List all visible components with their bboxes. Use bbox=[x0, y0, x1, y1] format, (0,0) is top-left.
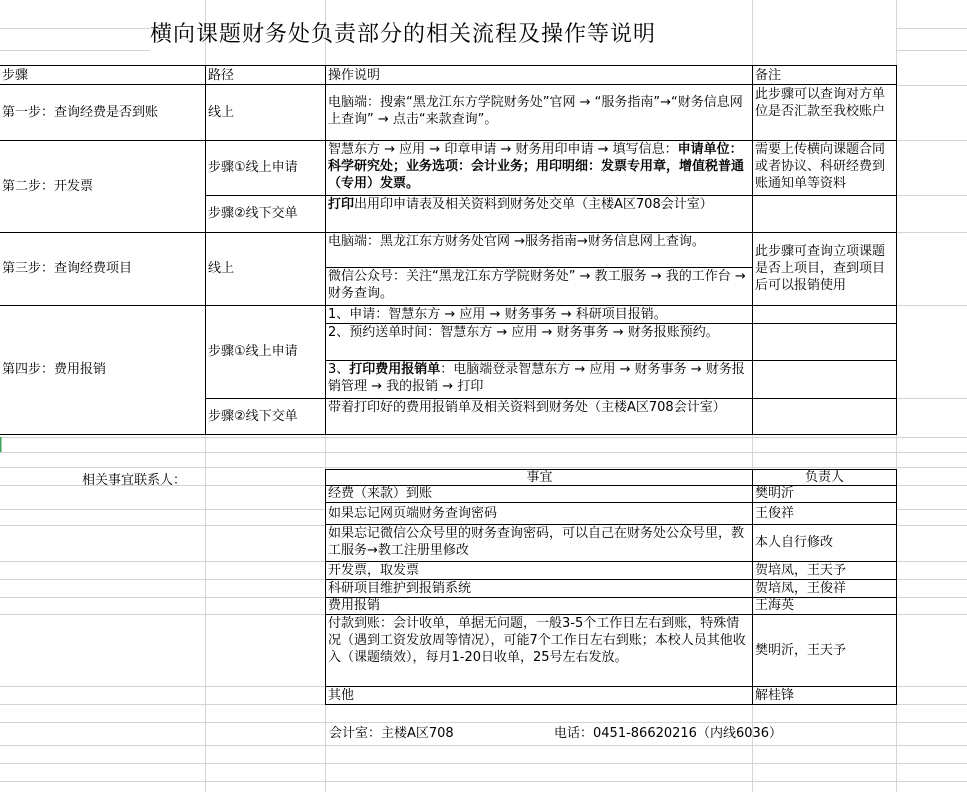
step3-desc2: 微信公众号：关注“黑龙江东方学院财务处” → 教工服务 → 我的工作台 → 财务查询。 bbox=[325, 267, 753, 306]
contact-item: 如果忘记微信公众号里的财务查询密码，可以自己在财务处公众号里，教工服务→教工注册里修改 bbox=[325, 524, 753, 562]
footer-phone: 电话：0451-86620216（内线6036） bbox=[554, 726, 783, 741]
contact-person: 解桂锋 bbox=[752, 686, 897, 705]
contact-person: 贺培凤，王天予 bbox=[752, 561, 897, 580]
contact-person: 本人自行修改 bbox=[752, 524, 897, 562]
contacts-label: 相关事宜联系人： bbox=[82, 473, 187, 488]
step4-label: 第四步：费用报销 bbox=[0, 305, 206, 435]
step4-route2: 步骤②线下交单 bbox=[205, 398, 326, 435]
step1-note: 此步骤可以查询对方单位是否汇款至我校账户 bbox=[752, 85, 897, 141]
step4-desc3-plain: ：电脑端登录智慧东方 → 应用 → 财务事务 → 财务报销管理 → 我的报销 → 打印 bbox=[328, 362, 745, 394]
step2-route2: 步骤②线下交单 bbox=[205, 195, 326, 233]
contact-item: 经费（来款）到账 bbox=[325, 485, 753, 503]
step4-note1-empty bbox=[752, 305, 897, 324]
step2-label: 第二步：开发票 bbox=[0, 140, 206, 233]
step3-desc1: 电脑端：黑龙江东方财务处官网 →服务指南→财务信息网上查询。 bbox=[325, 232, 753, 268]
contact-item: 如果忘记网页端财务查询密码 bbox=[325, 502, 753, 525]
step1-route: 线上 bbox=[205, 85, 326, 141]
contacts-col-item: 事宜 bbox=[325, 469, 753, 486]
step4-route1: 步骤①线上申请 bbox=[205, 305, 326, 399]
contact-item: 其他 bbox=[325, 686, 753, 705]
step2-desc2 bbox=[325, 195, 753, 233]
step1-desc: 电脑端：搜索“黑龙江东方学院财务处”官网 → “服务指南”→“财务信息网上查询” → 点击“来款查询”。 bbox=[325, 85, 753, 141]
header-route: 路径 bbox=[205, 65, 326, 85]
contact-person: 樊明沂 bbox=[752, 485, 897, 503]
contact-item: 科研项目维护到报销系统 bbox=[325, 579, 753, 598]
contacts-col-person: 负责人 bbox=[752, 469, 897, 486]
contact-item: 开发票，取发票 bbox=[325, 561, 753, 580]
step1-label: 第一步：查询经费是否到账 bbox=[0, 85, 206, 141]
step2-desc2-plain: 出用印申请表及相关资料到财务处交单（主楼A区708会计室） bbox=[354, 197, 713, 212]
step2-note2-empty bbox=[752, 195, 897, 233]
step4-desc3 bbox=[325, 360, 753, 399]
step4-desc1: 1、申请：智慧东方 → 应用 → 财务事务 → 科研项目报销。 bbox=[325, 305, 753, 324]
contact-person: 樊明沂，王天予 bbox=[752, 614, 897, 687]
contact-person: 王海英 bbox=[752, 597, 897, 615]
step3-note: 此步骤可查询立项课题是否上项目，查到项目后可以报销使用 bbox=[752, 232, 897, 306]
step4-desc2: 2、预约送单时间：智慧东方 → 应用 → 财务事务 → 财务报账预约。 bbox=[325, 323, 753, 361]
step2-desc1-bold: 申请单位：科学研究处；业务选项：会计业务；用印明细：发票专用章，增值税普通（专用）发票。 bbox=[328, 142, 745, 191]
contact-person: 王俊祥 bbox=[752, 502, 897, 525]
step2-note: 需要上传横向课题合同或者协议、科研经费到账通知单等资料 bbox=[752, 140, 897, 196]
header-step: 步骤 bbox=[0, 65, 206, 85]
step2-desc1 bbox=[325, 140, 753, 196]
contact-person: 贺培凤，王俊祥 bbox=[752, 579, 897, 598]
header-note: 备注 bbox=[752, 65, 897, 85]
step4-desc4: 带着打印好的费用报销单及相关资料到财务处（主楼A区708会计室） bbox=[325, 398, 753, 435]
header-desc: 操作说明 bbox=[325, 65, 753, 85]
step4-desc3-bold: 打印费用报销单 bbox=[349, 362, 441, 377]
page-title: 横向课题财务处负责部分的相关流程及操作等说明 bbox=[150, 22, 657, 47]
step4-desc3-prefix: 3、 bbox=[328, 362, 350, 377]
step4-note2-empty bbox=[752, 323, 897, 361]
contact-item: 付款到账：会计收单，单据无问题，一般3-5个工作日左右到账，特殊情况（遇到工资发放周等情况），可能7个工作日左右到账；本校人员其他收入（课题绩效），每月1-20日收单，25号左右发放。 bbox=[325, 614, 753, 687]
step2-desc2-bold: 打印 bbox=[328, 197, 355, 212]
contact-item: 费用报销 bbox=[325, 597, 753, 615]
step3-route: 线上 bbox=[205, 232, 326, 306]
footer-office: 会计室：主楼A区708 bbox=[329, 726, 454, 741]
step4-note4-empty bbox=[752, 398, 897, 435]
step3-label: 第三步：查询经费项目 bbox=[0, 232, 206, 306]
step2-desc1-plain: 智慧东方 → 应用 → 印章申请 → 财务用印申请 → 填写信息： bbox=[328, 142, 678, 157]
step2-route1: 步骤①线上申请 bbox=[205, 140, 326, 196]
step4-note3-empty bbox=[752, 360, 897, 399]
